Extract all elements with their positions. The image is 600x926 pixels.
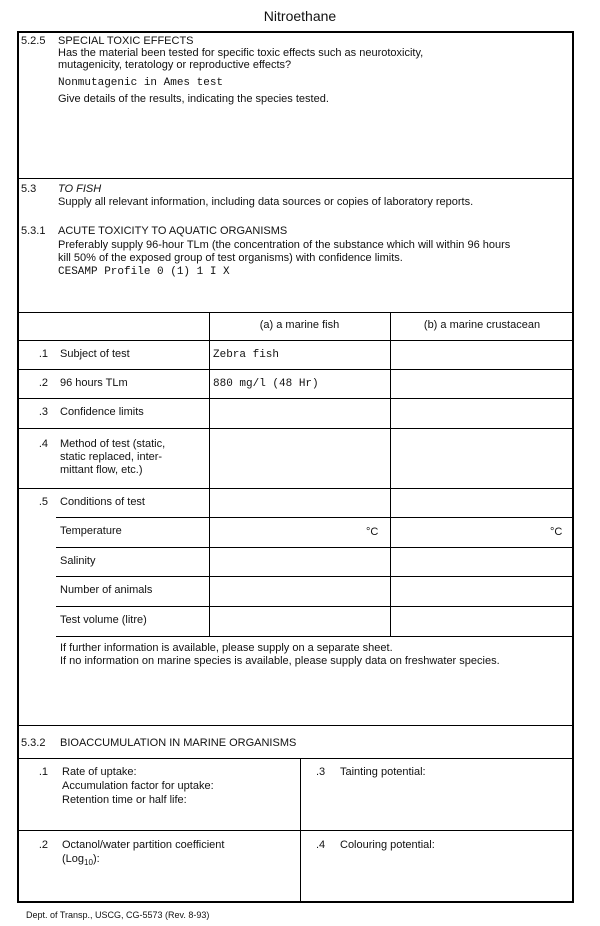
divider [17, 758, 574, 759]
row-number: .1 [38, 348, 48, 360]
sub-row-label: Number of animals [60, 584, 153, 596]
row-number: .3 [316, 766, 326, 778]
unit-label: °C [550, 526, 563, 538]
section-number: 5.3.1 [21, 225, 46, 237]
divider [17, 830, 574, 831]
divider [17, 725, 574, 726]
table-rule [56, 517, 574, 518]
section-number: 5.2.5 [21, 35, 46, 47]
field-label: Tainting potential: [340, 766, 426, 778]
table-rule [17, 340, 574, 341]
field-label: Retention time or half life: [62, 794, 187, 806]
field-label: Rate of uptake: [62, 766, 137, 778]
row-label: 96 hours TLm [60, 377, 128, 389]
section-number: 5.3.2 [21, 737, 46, 749]
instruction-text: Supply all relevant information, including data sources or copies of laboratory reports. [58, 196, 474, 208]
answer-text: CESAMP Profile 0 (1) 1 I X [58, 266, 230, 278]
section-heading: SPECIAL TOXIC EFFECTS [58, 35, 194, 47]
sub-row-label: Test volume (litre) [60, 614, 147, 626]
instruction-text: kill 50% of the exposed group of test organisms) with confidence limits. [58, 252, 403, 264]
sub-row-label: Salinity [60, 555, 96, 567]
note-text: If no information on marine species is available, please supply data on freshwater species. [60, 655, 500, 667]
section-heading: ACUTE TOXICITY TO AQUATIC ORGANISMS [58, 225, 288, 237]
log-subscript: 10 [84, 858, 93, 868]
section-number: 5.3 [21, 183, 37, 195]
section-heading: BIOACCUMULATION IN MARINE ORGANISMS [60, 737, 297, 749]
section-heading: TO FISH [58, 183, 102, 195]
row-number: .5 [38, 496, 48, 508]
table-rule [17, 428, 574, 429]
instruction-text: Preferably supply 96-hour TLm (the concentration of the substance which will within 96 hours [58, 239, 511, 251]
table-rule [56, 576, 574, 577]
row-number: .2 [38, 377, 48, 389]
table-rule [17, 488, 574, 489]
column-header-b: (b) a marine crustacean [423, 319, 541, 331]
column-rule [209, 312, 210, 636]
column-rule [300, 758, 301, 903]
row-number: .4 [38, 438, 48, 450]
row-number: .4 [316, 839, 326, 851]
page-title: Nitroethane [263, 8, 337, 24]
answer-text: Nonmutagenic in Ames test [58, 77, 224, 89]
field-label: Accumulation factor for uptake: [62, 780, 214, 792]
column-header-a: (a) a marine fish [259, 319, 340, 331]
row-label: Method of test (static, [60, 438, 166, 450]
cell-value: Zebra fish [213, 349, 280, 361]
row-number: .3 [38, 406, 48, 418]
unit-label: °C [366, 526, 379, 538]
table-rule [56, 636, 574, 637]
log-prefix: (Log [62, 853, 85, 865]
instruction-text: Give details of the results, indicating the species tested. [58, 93, 329, 105]
form-footer: Dept. of Transp., USCG, CG-5573 (Rev. 8-93) [26, 910, 210, 920]
row-label: mittant flow, etc.) [60, 464, 143, 476]
table-rule [17, 398, 574, 399]
field-label: Octanol/water partition coefficient [62, 839, 225, 851]
note-text: If further information is available, please supply on a separate sheet. [60, 642, 393, 654]
question-text: Has the material been tested for specific toxic effects such as neurotoxicity, [58, 47, 424, 59]
row-number: .2 [38, 839, 48, 851]
divider [17, 178, 574, 179]
row-label: Confidence limits [60, 406, 144, 418]
divider [17, 312, 574, 313]
log-suffix: ): [92, 853, 100, 865]
row-label: Conditions of test [60, 496, 145, 508]
row-number: .1 [38, 766, 48, 778]
table-rule [56, 606, 574, 607]
cell-value: 880 mg/l (48 Hr) [213, 378, 319, 390]
table-rule [17, 369, 574, 370]
question-text: mutagenicity, teratology or reproductive effects? [58, 59, 292, 71]
row-label: static replaced, inter- [60, 451, 163, 463]
table-rule [56, 547, 574, 548]
column-rule [390, 312, 391, 636]
sub-row-label: Temperature [60, 525, 122, 537]
field-label [62, 853, 100, 869]
row-label: Subject of test [60, 348, 130, 360]
field-label: Colouring potential: [340, 839, 435, 851]
